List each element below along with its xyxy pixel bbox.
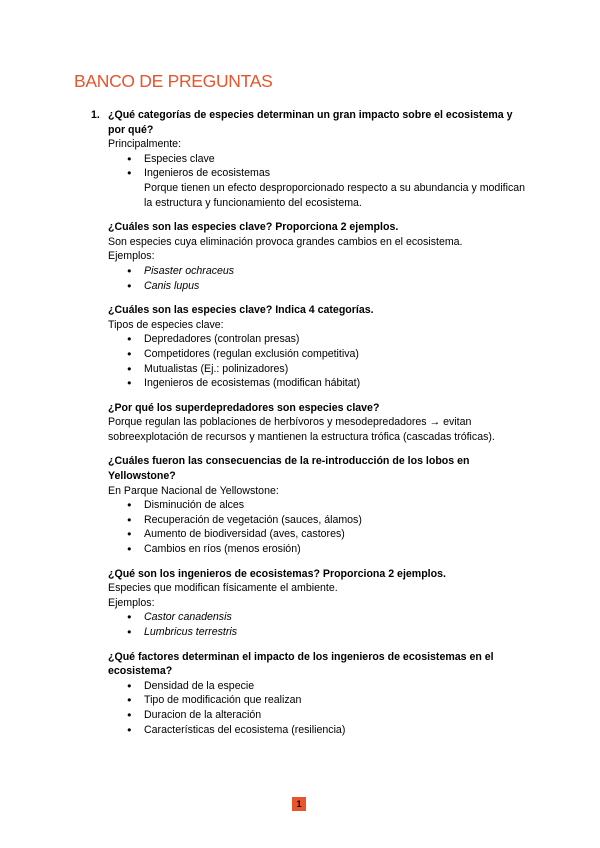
answer-intro: En Parque Nacional de Yellowstone: [108,484,279,497]
section-2 [108,220,528,293]
question-heading [91,108,528,137]
question-heading: ¿Cuáles son las especies clave? Proporciona 2 ejemplos. [108,221,399,234]
section-6 [108,567,528,640]
question-heading: ¿Por qué los superdepredadores son especies clave? [108,401,380,414]
section-7 [108,650,528,738]
answer-text: Son especies cuya eliminación provoca grandes cambios en el ecosistema. [108,235,463,248]
list-item: ● Ingenieros de ecosistemas [108,166,528,181]
list-item: ● Cambios en ríos (menos erosión) [108,542,528,557]
list-item: ● Especies clave [108,152,528,167]
page-title: BANCO DE PREGUNTAS [74,71,273,91]
list-item: ● Disminución de alces [108,498,528,513]
list-item: ● Pisaster ochraceus [108,264,528,279]
list-item: ● Duracion de la alteración [108,708,528,723]
question-text: ¿Qué categorías de especies determinan un gran impacto sobre el ecosistema y por qué? [108,109,513,136]
list-item: ● Ingenieros de ecosistemas (modifican hábitat) [108,376,528,391]
answer-explanation: Porque tienen un efecto desproporcionado respecto a su abundancia y modifican la estructura y funcionamiento del ecosistema. [144,181,526,209]
question-bank-content [91,108,528,747]
question-heading: ¿Qué factores determinan el impacto de los ingenieros de ecosistemas en el ecosistema? [108,650,494,678]
list-item: ● Castor canadensis [108,610,528,625]
bullet-list [108,264,528,293]
list-item: ● Tipo de modificación que realizan [108,693,528,708]
bullet-list [108,610,528,639]
answer-intro: Tipos de especies clave: [108,318,224,331]
page-number-badge: 1 [292,797,306,811]
list-item: ● Densidad de la especie [108,679,528,694]
list-item: ● Características del ecosistema (resiliencia) [108,723,528,738]
section-3 [108,303,528,391]
question-heading: ¿Cuáles son las especies clave? Indica 4 categorías. [108,304,374,317]
question-heading: ¿Qué son los ingenieros de ecosistemas? Proporciona 2 ejemplos. [108,567,446,580]
bullet-list [108,679,528,737]
answer-intro: Principalmente: [108,138,182,151]
examples-label: Ejemplos: [108,250,155,263]
list-item: ● Canis lupus [108,279,528,294]
bullet-list [108,152,528,210]
list-item: ● Mutualistas (Ej.: polinizadores) [108,362,528,377]
question-number: 1. [91,109,100,121]
question-heading: ¿Cuáles fueron las consecuencias de la re-introducción de los lobos en Yellowstone? [108,455,470,483]
section-1 [91,108,528,210]
list-item: ● Aumento de biodiversidad (aves, castores) [108,527,528,542]
section-5 [108,454,528,556]
bullet-list [108,332,528,390]
answer-text: Especies que modifican físicamente el ambiente. [108,582,338,595]
bullet-list [108,498,528,556]
answer-text: Porque regulan las poblaciones de herbívoros y mesodepredadores → evitan sobreexplotación de recursos y mantienen la estructura trófica (cascadas tróficas). [108,416,495,443]
list-item: ● Lumbricus terrestris [108,625,528,640]
list-item: ● Depredadores (controlan presas) [108,332,528,347]
section-4 [108,401,528,445]
list-item: ● Competidores (regulan exclusión competitiva) [108,347,528,362]
list-item: ● Recuperación de vegetación (sauces, álamos) [108,513,528,528]
examples-label: Ejemplos: [108,596,155,609]
